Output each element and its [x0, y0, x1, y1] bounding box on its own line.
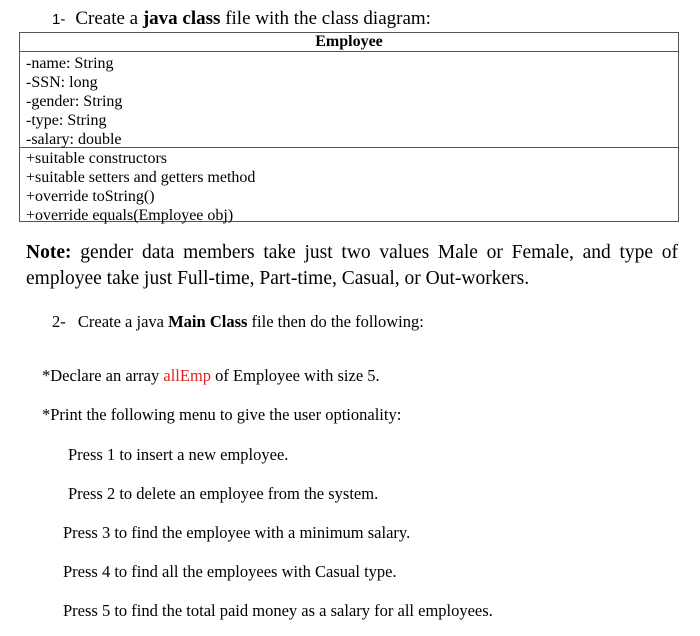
- attribute-gender: -gender: String: [26, 93, 123, 110]
- note-word: just: [304, 242, 333, 263]
- class-name: Employee: [20, 33, 678, 52]
- method-constructors: +suitable constructors: [26, 150, 167, 167]
- method-equals: +override equals(Employee obj): [26, 207, 234, 224]
- note-word: members: [183, 242, 255, 263]
- note-word: of: [661, 242, 678, 263]
- print-menu-line: *Print the following menu to give the user optionality:: [42, 405, 402, 424]
- method-tostring: +override toString(): [26, 188, 155, 205]
- section-1-text-bold: java class: [142, 8, 221, 29]
- menu-item-2: Press 2 to delete an employee from the system.: [68, 484, 379, 503]
- menu-item-1: Press 1 to insert a new employee.: [68, 445, 289, 464]
- note-word: values: [379, 242, 430, 263]
- declare-array-line: [42, 365, 380, 387]
- note-word: Female,: [511, 242, 574, 263]
- note-word: data: [141, 242, 175, 263]
- note-line-2: employee take just Full-time, Part-time, Casual, or Out-workers.: [26, 268, 530, 289]
- declare-text-after: of Employee with size 5.: [211, 366, 380, 385]
- note-word: two: [341, 242, 371, 263]
- section-1-number: 1-: [52, 11, 66, 28]
- note-word: or: [486, 242, 503, 263]
- section-1-heading: [52, 7, 431, 32]
- attribute-salary: -salary: double: [26, 131, 122, 148]
- section-1-text-before: Create a: [75, 8, 143, 29]
- section-2-heading: [52, 311, 424, 333]
- note-word: and: [582, 242, 611, 263]
- note-word: Male: [437, 242, 478, 263]
- class-methods: [20, 148, 678, 225]
- array-name-highlight: allEmp: [163, 366, 212, 385]
- attribute-ssn: -SSN: long: [26, 74, 98, 91]
- class-diagram: [19, 32, 679, 222]
- section-2-text-bold: Main Class: [168, 312, 248, 331]
- section-2-number: 2-: [52, 312, 66, 331]
- menu-item-3: Press 3 to find the employee with a minimum salary.: [63, 523, 411, 542]
- menu-item-5: Press 5 to find the total paid money as a salary for all employees.: [63, 601, 493, 620]
- section-2-text-before: Create a java: [77, 312, 169, 331]
- note-word: take: [263, 242, 296, 263]
- note-word: type: [619, 242, 654, 263]
- menu-item-4: Press 4 to find all the employees with Casual type.: [63, 562, 397, 581]
- attribute-type: -type: String: [26, 112, 107, 129]
- note-word: gender: [80, 242, 134, 263]
- note-label: Note:: [26, 242, 72, 263]
- class-attributes: [20, 52, 678, 148]
- note-paragraph: [26, 240, 678, 292]
- section-2-text-after: file then do the following:: [247, 312, 424, 331]
- section-1-text-after: file with the class diagram:: [220, 8, 431, 29]
- note-line-1: [26, 240, 678, 266]
- attribute-name: -name: String: [26, 55, 114, 72]
- method-setters-getters: +suitable setters and getters method: [26, 169, 256, 186]
- declare-text-before: *Declare an array: [42, 366, 164, 385]
